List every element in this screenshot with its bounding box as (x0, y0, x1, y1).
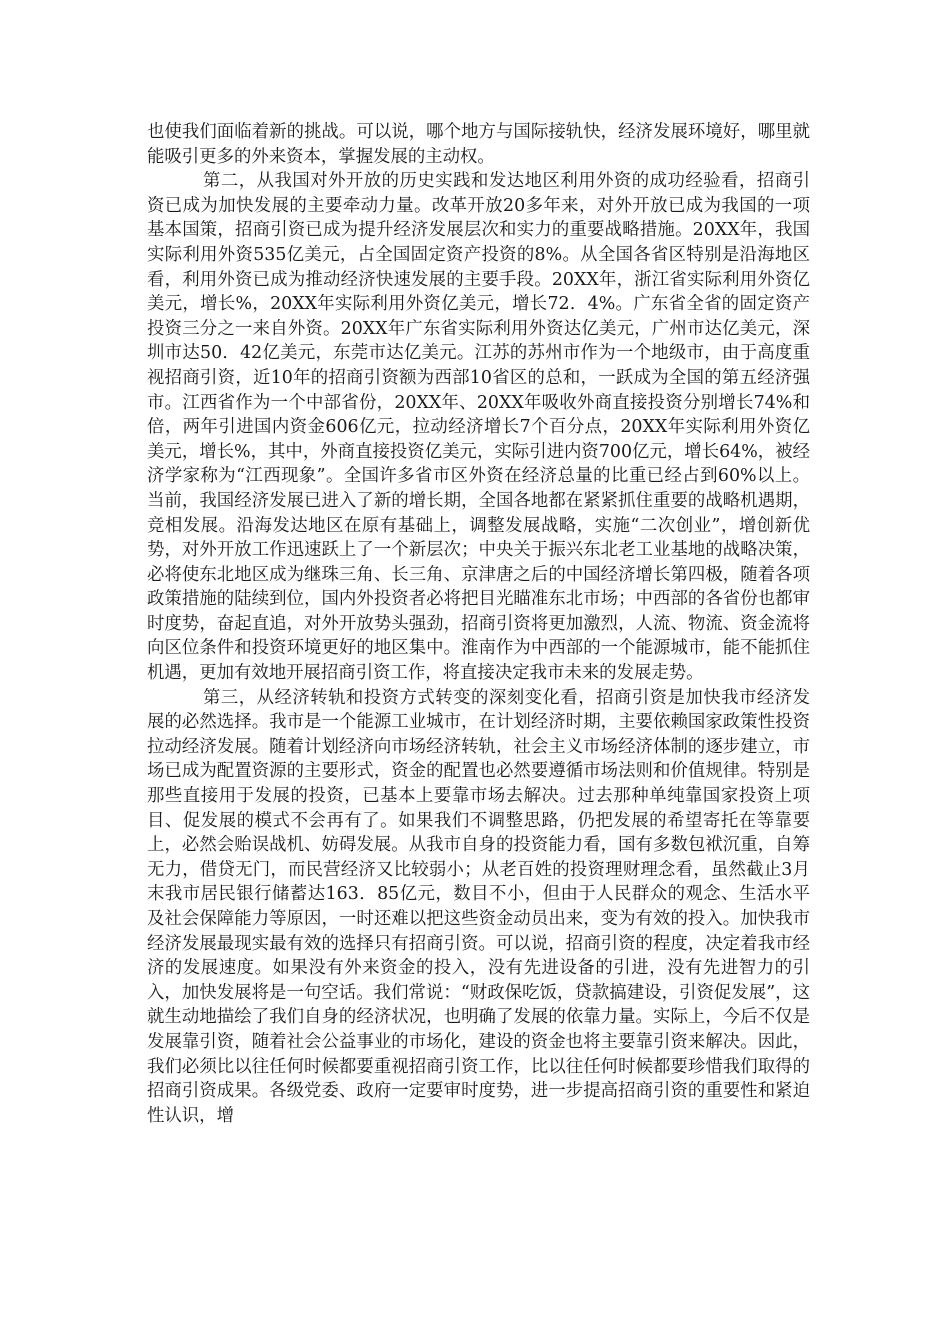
paragraph-continuation: 也使我们面临着新的挑战。可以说，哪个地方与国际接轨快，经济发展环境好，哪里就能吸引更多的外来资本，掌握发展的主动权。 (147, 122, 810, 167)
paragraph-second-point: 第二，从我国对外开放的历史实践和发达地区利用外资的成功经验看，招商引资已成为加快发展的主要牵动力量。改革开放20多年来，对外开放已成为我国的一项基本国策，招商引资已成为提升经济发展层次和实力的重要战略措施。20XX年，我国实际利用外资535亿美元，占全国固定资产投资的8%。从全国各省区特别是沿海地区看，利用外资已成为推动经济快速发展的主要手段。20XX年，浙江省实际利用外资亿美元，增长%，20XX年实际利用外资亿美元，增长72．4%。广东省全省的固定资产投资三分之一来自外资。20XX年广东省实际利用外资达亿美元，广州市达亿美元，深圳市达50．42亿美元，东莞市达亿美元。江苏的苏州市作为一个地级市，由于高度重视招商引资，近10年的招商引资额为西部10省区的总和，一跃成为全国的第五经济强市。江西省作为一个中部省份，20XX年、20XX年吸收外商直接投资分别增长74%和倍，两年引进国内资金606亿元，拉动经济增长7个百分点，20XX年实际利用外资亿美元，增长%，其中，外商直接投资亿美元，实际引进内资700亿元，增长64%，被经济学家称为“江西现象”。全国许多省市区外资在经济总量的比重已经占到60%以上。当前，我国经济发展已进入了新的增长期，全国各地都在紧紧抓住重要的战略机遇期，竞相发展。沿海发达地区在原有基础上，调整发展战略，实施“二次创业”，增创新优势，对外开放工作迅速跃上了一个新层次；中央关于振兴东北老工业基地的战略决策，必将使东北地区成为继珠三角、长三角、京津唐之后的中国经济增长第四极，随着各项政策措施的陆续到位，国内外投资者必将把目光瞄准东北市场；中西部的各省份也都审时度势，奋起直追，对外开放势头强劲，招商引资将更加激烈，人流、物流、资金流将向区位条件和投资环境更好的地区集中。淮南作为中西部的一个能源城市，能不能抓住机遇，更加有效地开展招商引资工作，将直接决定我市未来的发展走势。 (147, 171, 810, 684)
paragraph-third-point: 第三，从经济转轨和投资方式转变的深刻变化看，招商引资是加快我市经济发展的必然选择。我市是一个能源工业城市，在计划经济时期，主要依赖国家政策性投资拉动经济发展。随着计划经济向市场经济转轨，社会主义市场经济体制的逐步建立，市场已成为配置资源的主要形式，资金的配置也必然要遵循市场法则和价值规律。特别是那些直接用于发展的投资，已基本上要靠市场去解决。过去那种单纯靠国家投资上项目、促发展的模式不会再有了。如果我们不调整思路，仍把发展的希望寄托在等靠要上，必然会贻误战机、妨碍发展。从我市自身的投资能力看，国有多数包袱沉重，自筹无力，借贷无门，而民营经济又比较弱小；从老百姓的投资理财理念看，虽然截止3月末我市居民银行储蓄达163．85亿元，数目不小，但由于人民群众的观念、生活水平及社会保障能力等原因，一时还难以把这些资金动员出来，变为有效的投入。加快我市经济发展最现实最有效的选择只有招商引资。可以说，招商引资的程度，决定着我市经济的发展速度。如果没有外来资金的投入，没有先进设备的引进，没有先进智力的引入，加快发展将是一句空话。我们常说：“财政保吃饭，贷款搞建设，引资促发展”，这就生动地描绘了我们自身的经济状况，也明确了发展的依靠力量。实际上，今后不仅是发展靠引资，随着社会公益事业的市场化，建设的资金也将主要靠引资来解决。因此，我们必须比以往任何时候都要重视招商引资工作，比以往任何时候都要珍惜我们取得的招商引资成果。各级党委、政府一定要审时度势，进一步提高招商引资的重要性和紧迫性认识，增 (147, 687, 810, 1126)
document-body (147, 120, 810, 1128)
